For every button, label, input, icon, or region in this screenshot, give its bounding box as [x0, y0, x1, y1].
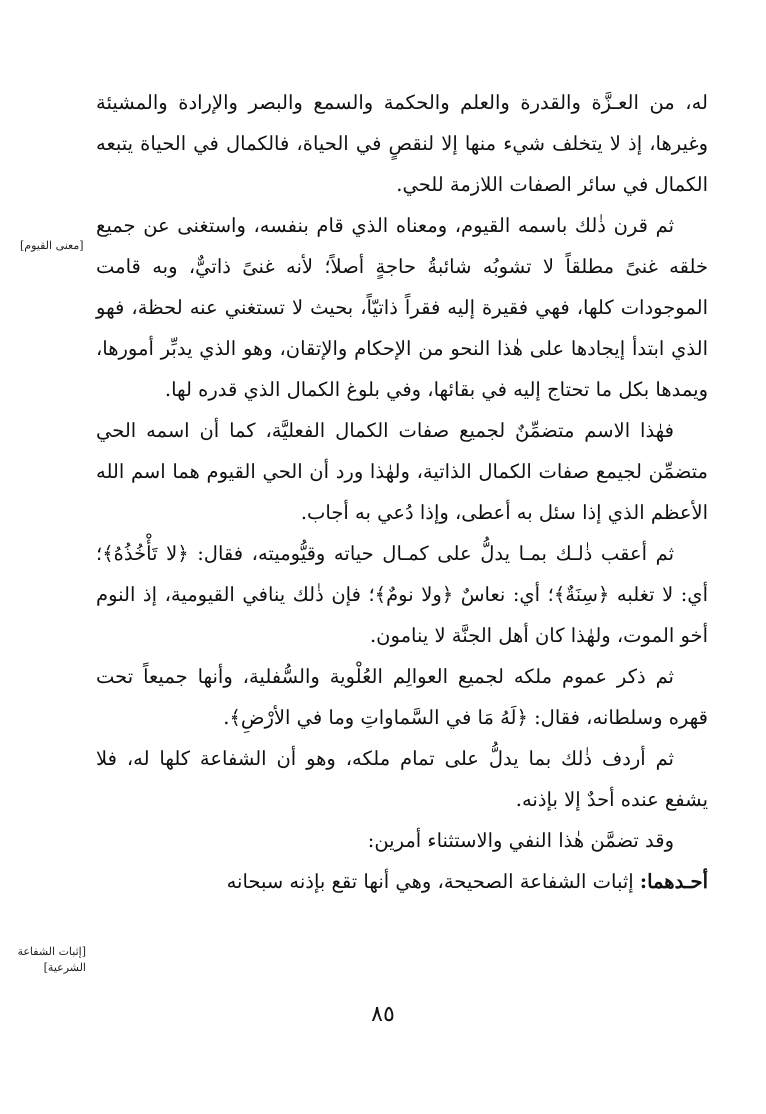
first-point-label: أحـدهما:: [639, 870, 708, 893]
margin-note-shafaa: [إثبات الشفاعة الشرعية]: [17, 945, 86, 974]
paragraph-4: ثم أعقب ذٰلـك بمـا يدلُّ على كمـال حياته وقيُّوميته، فقال: ﴿لا تَأْخُذُهُ﴾؛ أي: لا تغلبه ﴿سِنَةٌ﴾؛ أي: نعاسٌ ﴿ولا نومٌ﴾؛ فإن ذٰلك ينافي القيومية، إذ النوم أخو الموت، ولهٰذا كان أهل الجنَّة لا ينامون.: [96, 542, 708, 647]
paragraph-5: ثم ذكر عموم ملكه لجميع العوالِم العُلْوية والسُّفلية، وأنها جميعاً تحت قهره وسلطانه، فقال: ﴿لَهُ مَا في السَّماواتِ وما في الأرْضِ﴾.: [96, 665, 708, 729]
paragraph-6: ثم أردف ذٰلك بما يدلُّ على تمام ملكه، وهو أن الشفاعة كلها له، فلا يشفع عنده أحدٌ إلا بإذنه.: [96, 747, 708, 811]
first-point-text: إثبات الشفاعة الصحيحة، وهي أنها تقع بإذنه سبحانه: [226, 870, 640, 893]
paragraph-1: له، من العـزَّة والقدرة والعلم والحكمة والسمع والبصر والإرادة والمشيئة وغيرها، إذ لا يتخلف شيء منها إلا لنقصٍ في الحياة، فالكمال في الحياة يتبعه الكمال في سائر الصفات اللازمة للحي.: [96, 91, 708, 196]
page-number: ٨٥: [371, 1002, 395, 1027]
paragraph-3: فهٰذا الاسم متضمِّنٌ لجميع صفات الكمال الفعليَّة، كما أن اسمه الحي متضمِّن لجيمع صفات الكمال الذاتية، ولهٰذا ورد أن الحي القيوم هما اسم الله الأعظم الذي إذا سئل به أعطى، وإذا دُعي به أجاب.: [96, 419, 708, 524]
paragraph-8: [96, 861, 708, 902]
paragraph-2: ثم قرن ذٰلك باسمه القيوم، ومعناه الذي قام بنفسه، واستغنى عن جميع خلقه غنىً مطلقاً لا تشوبُه شائبةُ حاجةٍ أصلاً؛ لأنه غنىً ذاتيٌّ، وبه قامت الموجودات كلها، فهي فقيرة إليه فقراً ذاتيّاً، بحيث لا تستغني عنه لحظة، فهو الذي ابتدأ إيجادها على هٰذا النحو من الإحكام والإتقان، وهو الذي يدبِّر أمورها، ويمدها بكل ما تحتاج إليه في بقائها، وفي بلوغ الكمال الذي قدره لها.: [96, 214, 708, 401]
margin-note-meaning-of-qayyum: [معنى القيوم]: [20, 239, 84, 252]
body-text: [96, 82, 708, 902]
paragraph-7: وقد تضمَّن هٰذا النفي والاستثناء أمرين:: [367, 829, 674, 852]
